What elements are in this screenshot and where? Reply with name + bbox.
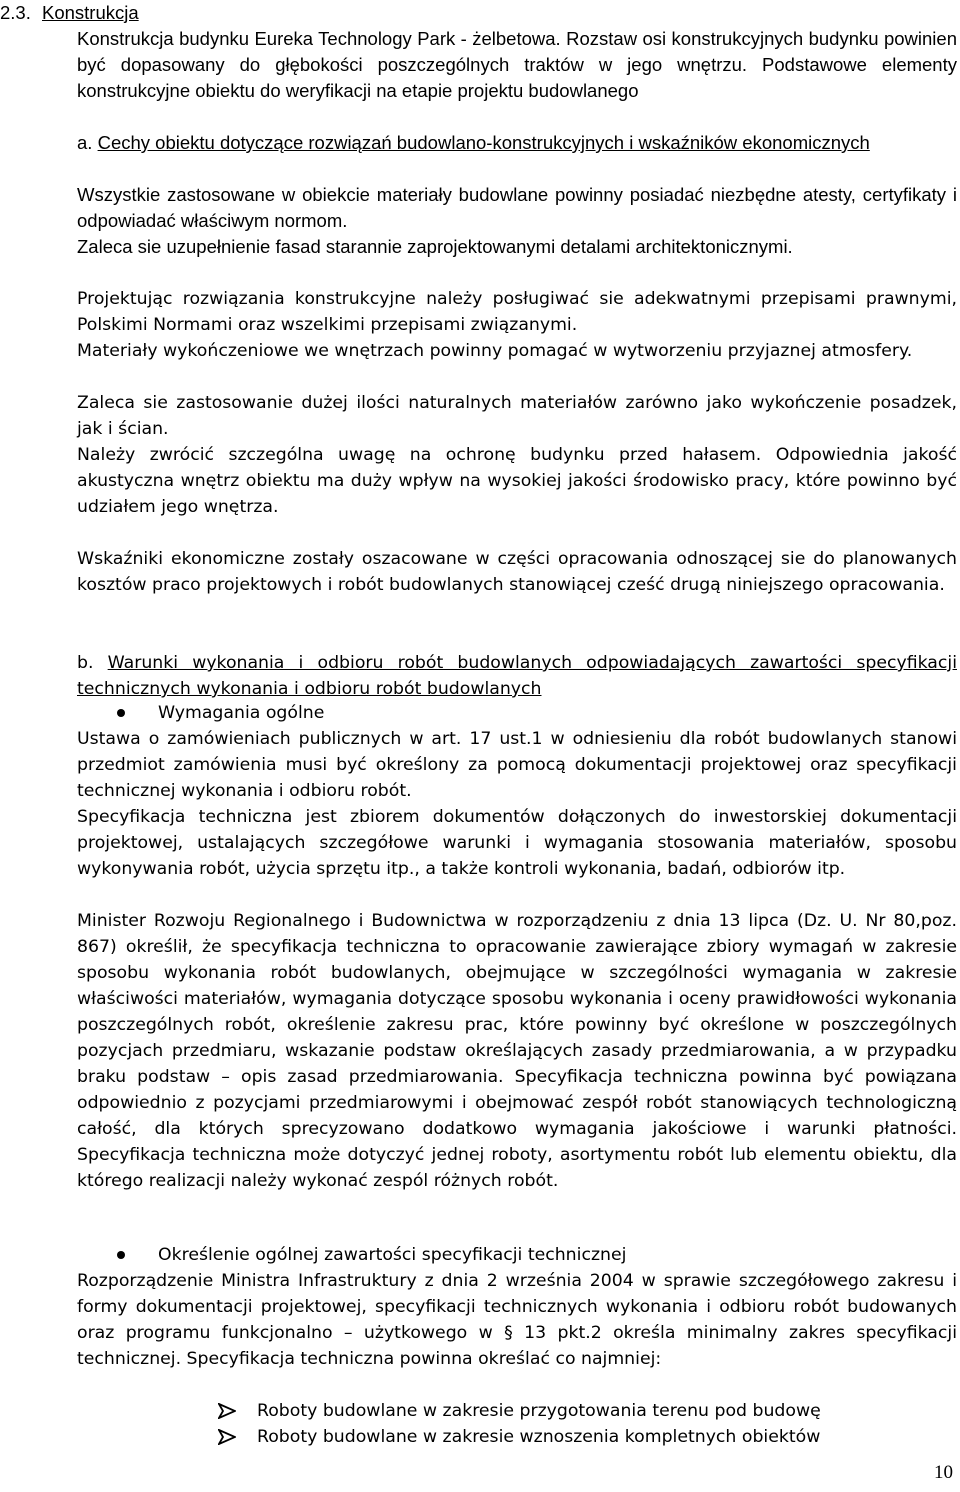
part-a-paragraph-3: Projektując rozwiązania konstrukcyjne należy posługiwać sie adekwatnymi przepisami prawnymi, Polskimi Normami oraz wszelkimi przepisami związanymi. <box>77 289 957 335</box>
part-a-paragraph-5: Zaleca sie zastosowanie dużej ilości naturalnych materiałów zarówno jako wykończenie posadzek, jak i ścian. <box>77 393 957 439</box>
bullet-item-spec-contents: Określenie ogólnej zawartości specyfikacji technicznej <box>158 1245 627 1265</box>
bullet-item-general-requirements: Wymagania ogólne <box>158 703 325 723</box>
part-a-paragraph-7: Wskaźniki ekonomiczne zostały oszacowane w części opracowania odnoszącej sie do planowanych kosztów praco projektowych i robót budowlanych stanowiącej cześć drugą niniejszego opracowania. <box>77 549 957 595</box>
arrow-list-item: Roboty budowlane w zakresie wznoszenia kompletnych obiektów <box>257 1427 821 1447</box>
section-title: Konstrukcja <box>42 2 139 23</box>
section-number: 2.3. <box>0 2 31 23</box>
part-b-heading <box>77 650 957 702</box>
part-b-heading-text: Warunki wykonania i odbioru robót budowlanych odpowiadających zawartości specyfikacji technicznych wykonania i odbioru robót budowlanych <box>77 653 957 699</box>
part-a-paragraph-6: Należy zwrócić szczególna uwagę na ochronę budynku przed hałasem. Odpowiednia jakość akustyczna wnętrz obiektu ma duży wpływ na wysokiej jakości środowisko pracy, które powinno być udziałem jego wnętrza. <box>77 445 957 517</box>
part-a-heading <box>77 130 957 156</box>
part-a-letter: a. <box>77 132 93 153</box>
page-number: 10 <box>934 1462 953 1483</box>
section-header <box>0 0 139 26</box>
section-intro: Konstrukcja budynku Eureka Technology Park - żelbetowa. Rozstaw osi konstrukcyjnych budynku powinien być dopasowany do głębokości poszczególnych traktów w jego wnętrzu. Podstawowe elementy konstrukcyjne obiektu do weryfikacji na etapie projektu budowlanego <box>77 28 957 101</box>
part-a-paragraph-4: Materiały wykończeniowe we wnętrzach powinny pomagać w wytworzeniu przyjaznej atmosfery. <box>77 341 913 361</box>
part-b-paragraph-3: Minister Rozwoju Regionalnego i Budownictwa w rozporządzeniu z dnia 13 lipca (Dz. U. Nr 80,poz. 867) określił, że specyfikacja techniczna to opracowanie zawierające zbiory wymagań w zakresie sposobu wykonania robót budowlanych, obejmujące w szczególności wymagania w zakresie właściwości materiałów, wymagania dotyczące sposobu wykonania i oceny prawidłowości wykonania poszczególnych robót, określenie zakresu prac, które powinny być określone w poszczególnych pozycjach przedmiaru, wskazanie podstaw określających zasady przedmiarowania, a w przypadku braku podstaw – opis zasad przedmiarowania. Specyfikacja techniczna powinna być powiązana odpowiednio z pozycjami przedmiarowymi i obejmować zespół robót stanowiących technologiczną całość, dla których sprecyzowano dodatkowo wymagania jakościowe i warunki płatności. Specyfikacja techniczna może dotyczyć jednej roboty, asortymentu robót lub elementu obiektu, dla którego realizacji należy wykonać zespól różnych robót. <box>77 911 957 1191</box>
part-a-paragraph-2: Zaleca sie uzupełnienie fasad starannie zaprojektowanymi detalami architektonicznymi. <box>77 236 793 257</box>
arrow-bullet-icon <box>218 1429 236 1445</box>
arrow-list-item: Roboty budowlane w zakresie przygotowania terenu pod budowę <box>257 1401 821 1421</box>
arrow-bullet-icon <box>218 1403 236 1419</box>
part-b-paragraph-2: Specyfikacja techniczna jest zbiorem dokumentów dołączonych do inwestorskiej dokumentacji projektowej, ustalających szczegółowe warunki i wymagania stosowania materiałów, sposobu wykonywania robót, użycia sprzętu itp., a także kontroli wykonania, badań, odbiorów itp. <box>77 807 957 879</box>
bullet-icon <box>117 709 125 717</box>
bullet-icon <box>117 1251 125 1259</box>
part-a-paragraph-1: Wszystkie zastosowane w obiekcie materiały budowlane powinny posiadać niezbędne atesty, certyfikaty i odpowiadać właściwym normom. <box>77 184 957 231</box>
part-b-paragraph-4: Rozporządzenie Ministra Infrastruktury z dnia 2 września 2004 w sprawie szczegółowego zakresu i formy dokumentacji projektowej, specyfikacji technicznych wykonania i odbioru robót budowanych oraz programu funkcjonalno – użytkowego w § 13 pkt.2 określa minimalny zakres specyfikacji technicznej. Specyfikacja techniczna powinna określać co najmniej: <box>77 1271 957 1369</box>
part-a-heading-text: Cechy obiektu dotyczące rozwiązań budowlano-konstrukcyjnych i wskaźników ekonomicznych <box>97 132 870 153</box>
part-b-paragraph-1: Ustawa o zamówieniach publicznych w art. 17 ust.1 w odniesieniu dla robót budowlanych stanowi przedmiot zamówienia musi być określony za pomocą dokumentacji projektowej oraz specyfikacji technicznej wykonania i odbioru robót. <box>77 729 957 801</box>
part-b-letter: b. <box>77 653 94 673</box>
